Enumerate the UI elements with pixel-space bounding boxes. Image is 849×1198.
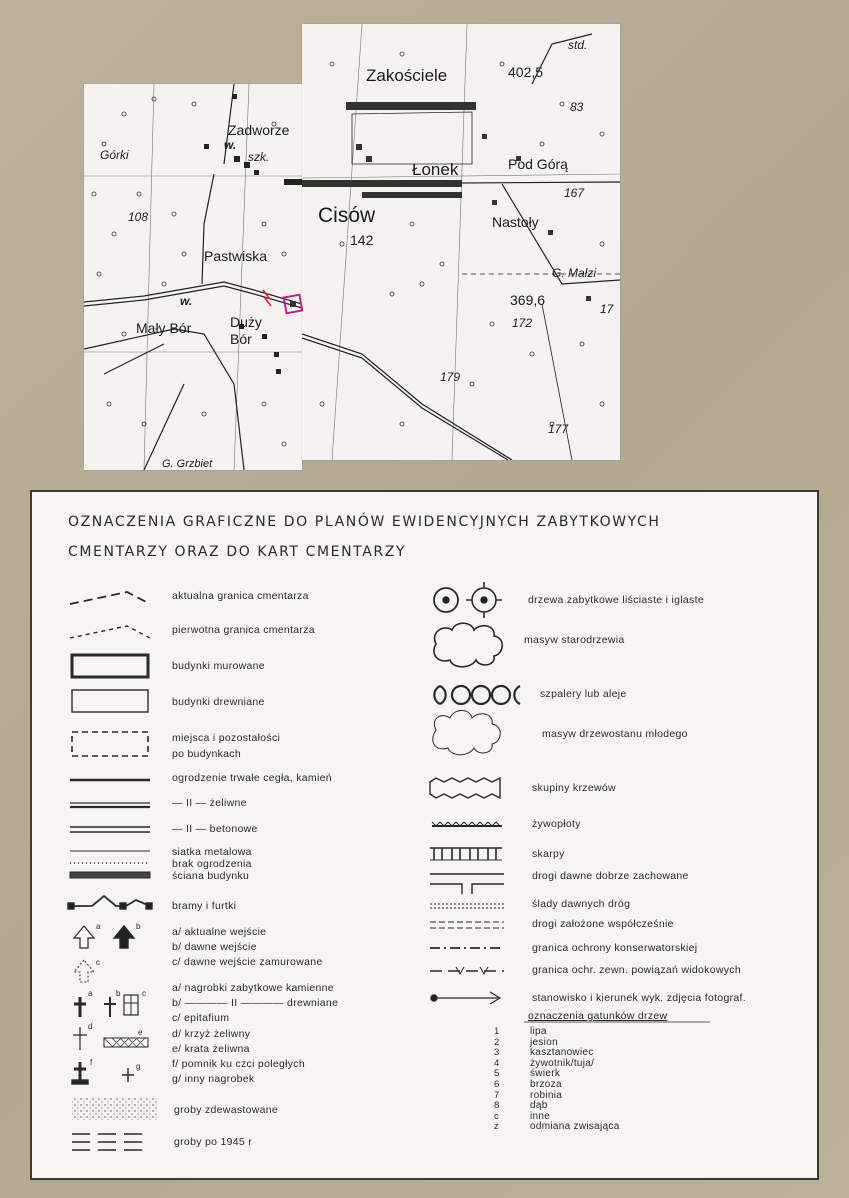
map-label-177: 177 — [548, 422, 569, 436]
marker-a-tomb: a — [88, 989, 93, 998]
species-code: 4 — [494, 1057, 500, 1069]
legend-label-brick-buildings: budynki murowane — [172, 660, 265, 672]
stone-tombstone-icon — [74, 997, 86, 1017]
legend-label-old-roads: drogi dawne dobrze zachowane — [532, 870, 689, 882]
map-label-szk: szk. — [248, 150, 270, 164]
species-code: 7 — [494, 1089, 500, 1101]
historic-trees-icon — [434, 582, 502, 618]
legend-label-entrance-a: a/ aktualne wejście — [172, 926, 267, 938]
species-code: 5 — [494, 1068, 500, 1080]
species-code: 1 — [494, 1026, 500, 1037]
map-fragment-left — [84, 84, 302, 470]
map-label-std: std. — [568, 38, 588, 52]
legend-label-devastated-graves: groby zdewastowane — [174, 1104, 279, 1116]
map-label-172: 172 — [512, 316, 533, 330]
species-code: z — [494, 1121, 500, 1133]
species-name: jesion — [530, 1036, 558, 1048]
species-name: dąb — [530, 1100, 548, 1112]
species-name: świerk — [530, 1068, 561, 1080]
map-label-gorki: Górki — [100, 148, 129, 162]
map-label-179: 179 — [440, 370, 461, 384]
legend-label-tombstone-a: a/ nagrobki zabytkowe kamienne — [172, 982, 334, 994]
map-label-nastoly: Nastoły — [492, 214, 539, 230]
map-label-zadworze: Zadworze — [228, 122, 290, 138]
wooden-tombstone-icon — [104, 997, 116, 1017]
legend-label-building-wall: ściana budynku — [172, 870, 250, 882]
shrub-groups-symbol — [430, 778, 500, 798]
escarpment-symbol — [430, 848, 502, 860]
gate-symbol — [70, 896, 150, 906]
legend-label-fence: ogrodzenie trwałe cegła, kamień — [172, 772, 332, 784]
legend-label-remains-1: miejsca i pozostałości — [172, 732, 281, 744]
legend-label-epitaph-c: c/ epitafium — [172, 1012, 230, 1024]
legend-label-tombstone-b: b/ ———— II ———— drewniane — [172, 997, 339, 1009]
legend-label-modern-roads: drogi założone współcześnie — [532, 918, 674, 930]
entrance-former-icon — [114, 926, 134, 948]
species-name: brzoza — [530, 1079, 562, 1090]
map-label-cisow: Cisów — [318, 204, 376, 227]
marker-f: f — [90, 1058, 93, 1067]
marker-d: d — [88, 1022, 93, 1031]
legend-label-concrete-fence: — II — betonowe — [172, 823, 258, 835]
legend-label-hedges: żywopłoty — [532, 818, 581, 830]
legend-label-entrance-c: c/ dawne wejście zamurowane — [172, 956, 323, 968]
cast-iron-cross-icon — [73, 1027, 87, 1050]
legend-panel — [30, 490, 819, 1180]
map-label-402: 402,5 — [508, 64, 544, 80]
legend-label-metal-mesh: siatka metalowa — [172, 846, 252, 858]
young-tree-stand-symbol — [433, 711, 500, 755]
flash-icon — [263, 290, 271, 306]
legend-label-photo-station: stanowisko i kierunek wyk. zdjęcia fotograf. — [532, 992, 746, 1004]
map-fragment-right — [302, 24, 620, 460]
map-label-zakosciele: Zakościele — [366, 66, 448, 85]
map-left-drawing — [84, 84, 302, 470]
legend-label-escarpments: skarpy — [532, 848, 565, 860]
legend-label-conservation-boundary: granica ochrony konserwatorskiej — [532, 942, 698, 954]
devastated-graves-symbol — [72, 1098, 158, 1120]
species-code: 2 — [494, 1036, 500, 1048]
cemetery-location-marker — [255, 286, 315, 326]
legend-label-old-stand: masyw starodrzewia — [524, 634, 625, 646]
map-label-pastwiska: Pastwiska — [204, 248, 268, 264]
species-name: odmiana zwisająca — [530, 1121, 620, 1133]
entrance-walled-icon — [74, 960, 94, 982]
hedge-symbol — [432, 822, 502, 826]
legend-label-graves-1945: groby po 1945 r — [174, 1136, 253, 1148]
legend-species-heading: oznaczenia gatunków drzew — [528, 1010, 668, 1022]
legend-label-no-fence: brak ogrodzenia — [172, 858, 252, 870]
building-remains-symbol — [72, 732, 148, 756]
species-code: 3 — [494, 1047, 500, 1059]
legend-label-monument-f: f/ pomnik ku czci poległych — [172, 1058, 305, 1070]
map-label-w1: w. — [224, 138, 237, 152]
legend-label-current-boundary: aktualna granica cmentarza — [172, 590, 309, 602]
map-label-pod-gora: Pod Górą — [508, 156, 568, 172]
map-label-w2: w. — [180, 294, 193, 308]
monument-icon — [74, 1062, 86, 1080]
wooden-building-symbol — [72, 690, 148, 712]
legend-label-view-boundary: granica ochr. zewn. powiązań widokowych — [532, 964, 741, 976]
boundary-original-symbol — [70, 626, 150, 638]
old-roads-symbol — [430, 874, 504, 894]
brick-building-symbol — [72, 655, 148, 677]
map-label-duzy-bor: Duży Bór — [230, 314, 262, 347]
map-label-maly-bor: Mały Bór — [136, 320, 192, 336]
map-label-lonek: Łonek — [412, 160, 459, 179]
map-label-369: 369,6 — [510, 292, 546, 308]
boundary-current-symbol — [70, 592, 150, 604]
other-grave-icon — [122, 1068, 134, 1082]
marker-c-tomb: c — [142, 989, 147, 998]
legend-label-shrubs: skupiny krzewów — [532, 782, 616, 794]
map-label-g-grzbiet: G. Grzbiet — [162, 458, 213, 470]
marker-b-entrance: b — [136, 922, 141, 931]
tree-alley-symbol — [434, 686, 520, 704]
legend-label-remains-2: po budynkach — [172, 748, 241, 760]
legend-title-line1: OZNACZENIA GRAFICZNE DO PLANÓW EWIDENCYJNYCH ZABYTKOWYCH — [68, 514, 661, 530]
entrance-current-icon — [74, 926, 94, 948]
legend-title-line2: CMENTARZY ORAZ DO KART CMENTARZY — [68, 544, 407, 560]
legend-label-wooden-buildings: budynki drewniane — [172, 696, 265, 708]
species-code: 8 — [494, 1100, 500, 1112]
species-name: inne — [530, 1110, 551, 1122]
species-name: robinia — [530, 1089, 563, 1101]
map-label-g-malzi: G. Małzi — [552, 266, 597, 280]
legend-label-road-traces: ślady dawnych dróg — [532, 898, 631, 910]
legend-label-young-stand: masyw drzewostanu młodego — [542, 728, 688, 740]
species-code: c — [494, 1110, 500, 1122]
marker-c-entrance: c — [96, 958, 101, 967]
legend-label-other-grave-g: g/ inny nagrobek — [172, 1073, 255, 1085]
legend-label-grille-e: e/ krata żeliwna — [172, 1043, 250, 1055]
map-label-83: 83 — [570, 100, 584, 114]
legend-label-entrance-b: b/ dawne wejście — [172, 941, 257, 953]
cast-iron-grille-icon — [104, 1038, 148, 1047]
legend-label-gates: bramy i furtki — [172, 900, 237, 912]
old-tree-stand-symbol — [434, 623, 502, 667]
legend-label-cross-d: d/ krzyż żeliwny — [172, 1028, 251, 1040]
marker-e: e — [138, 1028, 143, 1037]
map-label-142: 142 — [350, 232, 374, 248]
species-name: kasztanowiec — [530, 1047, 594, 1059]
species-code: 6 — [494, 1079, 500, 1090]
marker-g: g — [136, 1062, 141, 1071]
photo-station-symbol — [431, 992, 500, 1004]
map-label-167: 167 — [564, 186, 585, 200]
marker-a-entrance: a — [96, 922, 101, 931]
species-name: żywotnik/tuja/ — [530, 1057, 595, 1069]
map-label-17: 17 — [600, 302, 614, 316]
legend-label-original-boundary: pierwotna granica cmentarza — [172, 624, 315, 636]
legend-label-historic-trees: drzewa zabytkowe liściaste i iglaste — [528, 594, 704, 606]
legend-label-cast-iron-fence: — II — żeliwne — [172, 797, 247, 809]
graves-after-1945-symbol — [72, 1134, 142, 1150]
legend-label-alleys: szpalery lub aleje — [540, 688, 627, 700]
map-label-108: 108 — [128, 210, 149, 224]
marker-b-tomb: b — [116, 989, 121, 998]
species-name: lipa — [530, 1026, 547, 1037]
